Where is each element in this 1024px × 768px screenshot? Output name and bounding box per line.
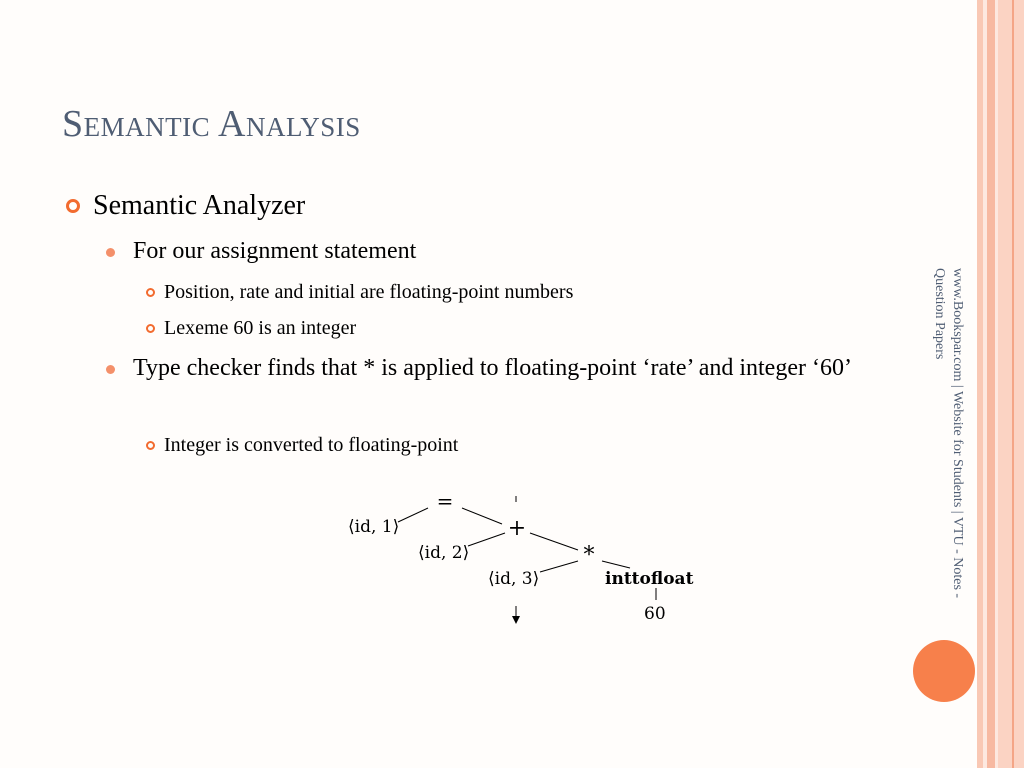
bullet-level3: Lexeme 60 is an integer [164, 317, 357, 339]
side-watermark-text: www.Bookspar.com | Website for Students | VTU - Notes - Question Papers [932, 268, 965, 599]
bullet-ring-icon [146, 288, 155, 297]
tree-node-60: 60 [644, 604, 666, 624]
bullet-level3: Position, rate and initial are floating-point numbers [164, 281, 574, 303]
syntax-tree-diagram [340, 488, 720, 628]
bullet-level2: Type checker finds that * is applied to floating-point ‘rate’ and integer ‘60’ [133, 355, 852, 381]
bullet-ring-icon [66, 199, 80, 213]
tree-node-id3: ⟨id, 3⟩ [488, 569, 540, 589]
bullet-level2: For our assignment statement [133, 238, 417, 264]
slide-title: Semantic Analysis [62, 103, 361, 145]
bullet-dot-icon [106, 365, 115, 374]
edge-stripe [987, 0, 995, 768]
arrow-down-icon [512, 616, 520, 624]
edge-stripe [998, 0, 1024, 768]
bullet-ring-icon [146, 441, 155, 450]
bullet-level1: Semantic Analyzer [93, 190, 306, 221]
bullet-ring-icon [146, 324, 155, 333]
tree-node-times: * [583, 543, 595, 568]
edge-stripe [1012, 0, 1014, 768]
tree-node-id2: ⟨id, 2⟩ [418, 543, 470, 563]
bullet-level3: Integer is converted to floating-point [164, 434, 459, 456]
tree-node-assign: = [436, 489, 454, 513]
tree-node-id1: ⟨id, 1⟩ [348, 517, 400, 537]
tree-node-inttofloat: inttofloat [605, 569, 694, 589]
decorative-circle [913, 640, 975, 702]
tree-node-plus: + [507, 516, 527, 541]
bullet-dot-icon [106, 248, 115, 257]
